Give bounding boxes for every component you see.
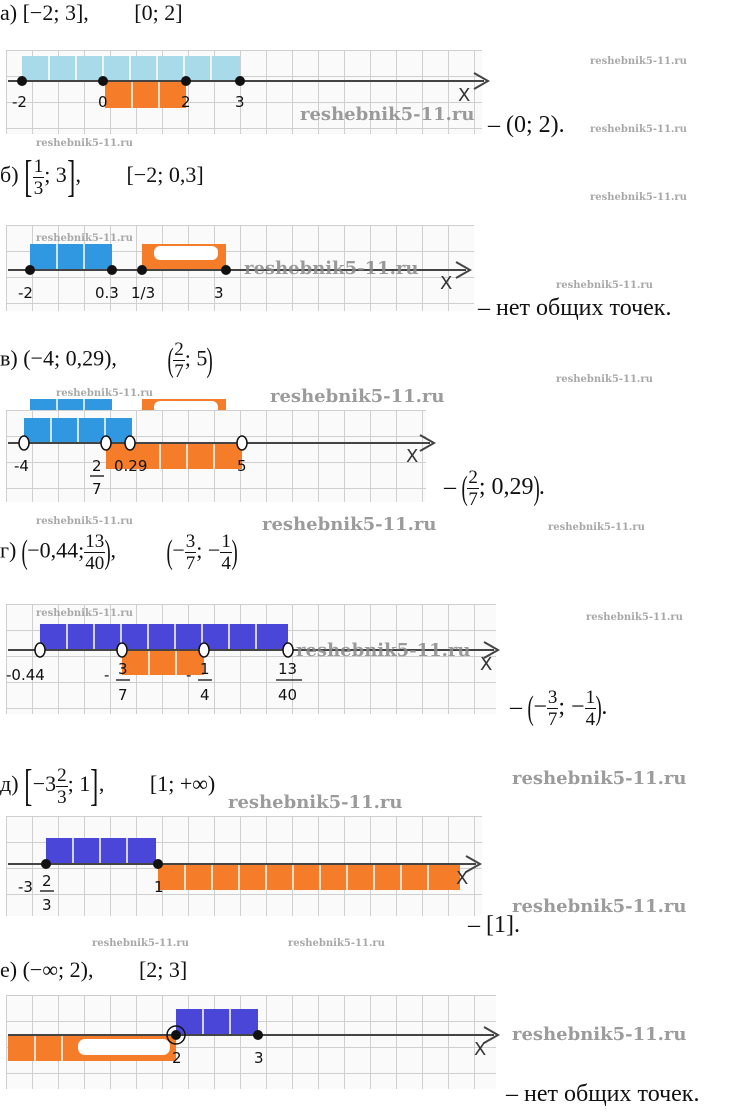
axis-label: X <box>406 446 419 467</box>
tick-label: 2 <box>172 1049 182 1067</box>
watermark: reshebnik5-11.ru <box>548 522 645 533</box>
watermark: reshebnik5-11.ru <box>512 896 687 917</box>
watermark: reshebnik5-11.ru <box>36 608 133 619</box>
tick-label: -2 <box>12 93 27 111</box>
number-line-g <box>0 528 734 750</box>
tick-label: 0.3 <box>95 284 119 302</box>
interval-bar-1 <box>46 838 156 864</box>
watermark: reshebnik5-11.ru <box>586 612 683 623</box>
tick-label: 5 <box>237 457 247 475</box>
axis-label: X <box>440 273 453 294</box>
tick-label: -2 <box>18 284 33 302</box>
tick-label: 3 <box>42 896 52 914</box>
watermark: reshebnik5-11.ru <box>262 514 437 535</box>
watermark: reshebnik5-11.ru <box>270 386 445 407</box>
answer-a: – (0; 2). <box>488 112 565 138</box>
tick-label: 2 <box>42 872 52 890</box>
watermark: reshebnik5-11.ru <box>590 192 687 203</box>
watermark: reshebnik5-11.ru <box>556 280 653 291</box>
tick-label: 1/3 <box>131 284 156 302</box>
tick-label: 0.29 <box>114 457 148 475</box>
tick-label: 13 <box>278 660 298 678</box>
watermark: reshebnik5-11.ru <box>296 640 471 661</box>
answer-v: – ( $\frac{2}{7}$ ; 0,29). <box>444 467 545 510</box>
tick-label: 3 <box>118 660 128 678</box>
watermark: reshebnik5-11.ru <box>300 104 475 125</box>
tick-label: 2 <box>92 457 102 475</box>
watermark: reshebnik5-11.ru <box>92 938 189 949</box>
watermark: reshebnik5-11.ru <box>556 374 653 385</box>
tick-label: 0 <box>98 93 108 111</box>
interval-bar-1 <box>30 244 112 270</box>
tick-label: -4 <box>14 457 29 475</box>
axis-label: X <box>458 85 471 106</box>
axis-label: X <box>456 868 469 889</box>
tick-label: 1 <box>154 878 164 896</box>
svg-text:-: - <box>186 666 192 684</box>
interval-bar-1 <box>22 56 240 81</box>
watermark: reshebnik5-11.ru <box>36 233 133 244</box>
tick-label: 3 <box>214 284 224 302</box>
watermark: reshebnik5-11.ru <box>36 138 133 149</box>
section-d-header: д) [−3 $\frac{2}{3}$ ; 1], [1; +∞) <box>0 761 216 810</box>
watermark: reshebnik5-11.ru <box>590 56 687 67</box>
watermark: reshebnik5-11.ru <box>590 124 687 135</box>
watermark: reshebnik5-11.ru <box>56 388 153 399</box>
tick-label: -3 <box>18 878 33 896</box>
tick-label: 3 <box>254 1049 264 1067</box>
watermark: reshebnik5-11.ru <box>228 792 403 813</box>
watermark: reshebnik5-11.ru <box>244 258 419 279</box>
tick-label: 4 <box>200 686 210 704</box>
tick-label: 7 <box>92 480 102 498</box>
tick-label: -0.44 <box>6 666 45 684</box>
axis-label: X <box>480 654 493 675</box>
interval-bar-1 <box>40 624 288 650</box>
answer-g: – (− $\frac{3}{7}$ ; − $\frac{1}{4}$ ). <box>510 687 608 730</box>
section-a-header: а) [−2; 3], [0; 2] <box>0 0 183 25</box>
tick-label: 7 <box>118 686 128 704</box>
section-g <box>0 528 734 750</box>
section-v <box>0 340 734 520</box>
interval-bar-2 <box>105 82 186 108</box>
interval-bar-2 <box>158 864 460 890</box>
watermark: reshebnik5-11.ru <box>512 768 687 789</box>
section-v-header: в) (−4; 0,29), ( $\frac{2}{7}$ ; 5) <box>0 339 214 382</box>
interval-bar-1 <box>176 1009 258 1035</box>
answer-d: – [1]. <box>468 912 520 938</box>
interval-bar-2 <box>122 650 204 675</box>
answer-e: – нет общих точек. <box>506 1081 700 1107</box>
tick-label: 3 <box>235 93 245 111</box>
section-g-header: г) (−0,44; $\frac{13}{40}$ ), (− $\frac{3}{7}$ ; − $\frac{1}{4}$ ) <box>0 531 238 574</box>
tick-label: 1 <box>200 660 210 678</box>
section-e-header: е) (−∞; 2), [2; 3] <box>0 957 188 982</box>
watermark: reshebnik5-11.ru <box>512 1024 687 1045</box>
tick-label: 40 <box>278 686 298 704</box>
svg-text:-: - <box>104 666 110 684</box>
watermark: reshebnik5-11.ru <box>36 516 133 527</box>
tick-label: 2 <box>181 93 191 111</box>
number-line-v <box>0 340 734 520</box>
watermark: reshebnik5-11.ru <box>288 938 385 949</box>
axis-label: X <box>474 1039 487 1060</box>
section-b-header: б) [ $\frac{1}{3}$ ; 3], [−2; 0,3] <box>0 152 204 201</box>
answer-b: – нет общих точек. <box>478 295 672 321</box>
